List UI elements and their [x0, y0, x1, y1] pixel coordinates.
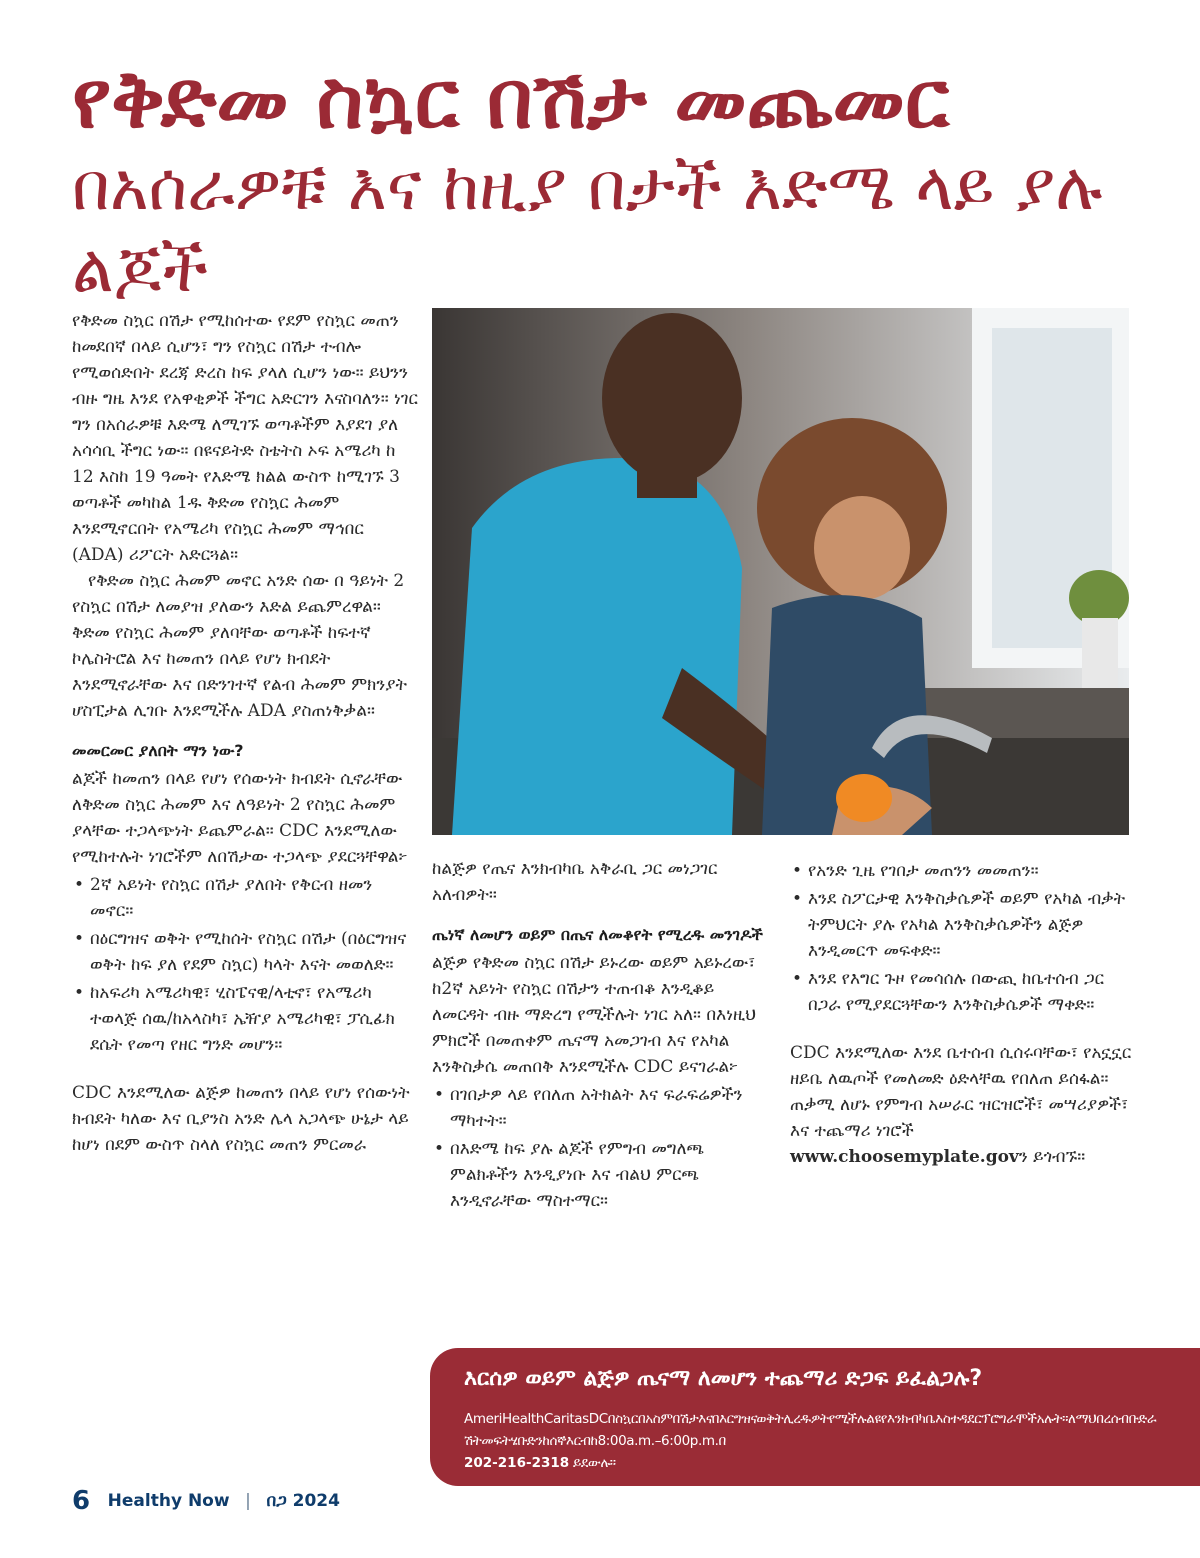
url-suffix: ን ይጎብኙ።: [1018, 1147, 1086, 1167]
list-item: • እንደ የእግር ጉዞ የመሳሰሉ በውጪ ከቤተሰብ ጋር በጋራ የሚያደርጓቸውን እንቅስቃሴዎች ማቀድ።: [790, 966, 1140, 1018]
list-item: • በእድሜ ከፍ ያሉ ልጆች የምግብ መግለጫ ምልክቶችን እንዲያነቡ እና ብልህ ምርጫ እንዲኖራቸው ማስተማር።: [432, 1136, 772, 1214]
headline: የቅድመ ስኳር በሽታ መጨመር: [72, 53, 950, 146]
family-paragraph: [790, 1040, 1140, 1170]
subheadline: በአሰራዎቹ እና ከዚያ በታች እድሜ ላይ ያሉ ልጆች: [72, 148, 1103, 307]
phone-number[interactable]: 202-216-2318: [464, 1455, 570, 1471]
family-text: CDC እንደሚለው እንደ ቤተሰብ ሲሰሩባቸው፣ የአኗኗር ዘይቤ ለዉጦች የመለመድ ዕድላቸዉ የበለጠ ይሰፋል። ጠቃሚ ለሆኑ የምግብ አሠራር ዝርዝሮች፣ መሣሪያዎች፣ እና ተጨማሪ ነገሮች: [790, 1043, 1132, 1141]
column-2: [432, 856, 772, 1216]
support-callout: [430, 1348, 1200, 1486]
testing-paragraph: CDC እንደሚለው ልጅዎ ከመጠን በላይ የሆነ የሰውነት ክብደት ካለው እና ቢያንስ አንድ ሌላ አጋላጭ ሁኔታ ላይ ከሆነ በደም ውስጥ ስላለ የስኳር መጠን ምርመራ: [72, 1083, 410, 1155]
column-3: [790, 856, 1140, 1170]
callout-title: እርሰዎ ወይም ልጅዎ ጤናማ ለመሆን ተጨማሪ ድጋፍ ይፈልጋሉ?: [464, 1366, 983, 1391]
callout-body: AmeriHealthCaritasDCበስኳርበአስምበሽታእናበእርግዝናወቅትሊረዱዎትየሚችሉልዩየእንክብካቤእስተዳደርፕሮግራሞችአሉት።ለማህበረሰብቡድራሽትመፍትሄቡድንከሰኞእርብከ8:00a.m.–6:00p.m.በ: [464, 1411, 1157, 1449]
issue-date: በጋ 2024: [266, 1491, 340, 1511]
phone-suffix: ይደውሉ።: [569, 1455, 616, 1471]
list-item: • በገበታዎ ላይ የበለጠ አትክልት እና ፍራፍሬዎችን ማካተት።: [432, 1082, 772, 1134]
list-item: • እንደ ስፖርታዊ እንቅስቃሴዎች ወይም የአካል ብቃት ትምህርት ያሉ የአካል እንቅስቃሴዎችን ልጅዎ እንዲመርጥ መፍቀድ።: [790, 886, 1140, 964]
footer-separator: |: [245, 1491, 251, 1511]
intro-paragraph: የቅድመ ስኳር በሽታ የሚከሰተው የደም የስኳር መጠን ከመደበኛ በላይ ሲሆን፣ ግን የስኳር በሽታ ተብሎ የሚወሰድበት ደረጃ ድረስ ከፍ ያላለ ሲሆን ነው። ይህንን ብዙ ግዜ እንደ የአዋቂዎች ችግር አድርገን እናስባለን። ነገር ግን በአሰራዎቹ እድሜ ለሚገኙ ወጣቶችም እያደገ ያለ አሳሳቢ ችግር ነው። በዩናይትድ ስቴትስ ኦፍ አሜሪካ ከ 12 እስከ 19 ዓመት የእድሜ ክልል ውስጥ ከሚገኙ 3 ወጣቶች መካከል 1ዱ ቅድመ የስኳር ሕመም እንደሚኖርበት የአሜሪካ የስኳር ሕመም ማኅበር (ADA) ሪፖርት አድርጓል።: [72, 311, 418, 565]
risk-factors-list: [72, 872, 420, 1058]
list-item: • 2ኛ አይነት የስኳር በሽታ ያለበት የቅርብ ዘመን መኖር።: [72, 872, 420, 924]
page-footer: [72, 1486, 340, 1516]
list-item: • ከአፍሪካ አሜሪካዊ፣ ሂስፔናዊ/ላቲኖ፣ የአሜሪካ ተወላጅ ሰዉ/ከአላስካ፣ ኤዥያ አሜሪካዊ፣ ፓሲፊክ ደሴት የመጣ የዘር ግንድ መሆን።: [72, 980, 420, 1058]
healthy-ways-heading: ጤነኛ ለመሆን ወይም በጤና ለመቆየት የሚረዱ መንገዶች: [432, 925, 763, 944]
tips-list: [432, 1082, 772, 1214]
list-item: • በዕርግዝና ወቅት የሚከሰት የስኳር በሽታ (በዕርግዝና ወቅት ከፍ ያለ የደም ስኳር) ካላት እናት መወለድ።: [72, 926, 420, 978]
tips-list-continued: [790, 858, 1140, 1018]
list-item: • የአንድ ጊዜ የገበታ መጠንን መመጠን።: [790, 858, 1140, 884]
tips-intro: ልጅዎ የቅድመ ስኳር በሽታ ይኑረው ወይም አይኑረው፣ ከ2ኛ አይነት የስኳር በሽታን ተጠብቆ እንዲቆይ ለመርዳት ብዙ ማድረግ የሚችሉት ነገር አለ። በእነዚህ ምክሮች በመጠቀም ጤናማ አመጋገብ እና የአካል እንቅስቃሴ መጠበቅ እንደሚችሉ CDC ይናገራል፦: [432, 953, 757, 1077]
photo-father-daughter-icon: [432, 308, 1129, 835]
who-should-be-tested-heading: መመርመር ያለበት ማን ነው?: [72, 741, 244, 760]
risk-paragraph: የቅድመ ስኳር ሕመም መኖር አንድ ሰው በ ዓይነት 2 የስኳር በሽታ ለመያዝ ያለውን እድል ይጨምረዋል። ቅድመ የስኳር ሕመም ያለባቸው ወጣቶች ከፍተኛ ኮሌስትሮል እና ከመጠን በላይ የሆነ ክብደት እንደሚኖራቸው እና በድንገተኛ የልብ ሕመም ምክንያት ሆስፒታል ሊገቡ እንደሚችሉ ADA ያስጠነቅቃል።: [72, 571, 407, 721]
column-1: [72, 308, 420, 1158]
page-number: 6: [72, 1486, 91, 1516]
choosemyplate-link[interactable]: www.choosemyplate.gov: [790, 1147, 1019, 1167]
risk-factors-intro: ልጆች ከመጠን በላይ የሆነ የሰውነት ክብደት ሲኖራቸው ለቅድመ ስኳር ሕመም እና ለዓይነት 2 የስኳር ሕመም ያላቸው ተጋላጭነት ይጨምራል። CDC እንደሚለው የሚከተሉት ነገሮችም ለበሽታው ተጋላጭ ያደርጓቸዋል፦: [72, 769, 408, 867]
magazine-name: Healthy Now: [107, 1491, 230, 1511]
talk-to-provider-paragraph: ከልጅዎ የጤና እንክብካቤ አቅራቢ ጋር መነጋገር አለብዎት።: [432, 859, 718, 905]
callout-text: [464, 1408, 1164, 1474]
